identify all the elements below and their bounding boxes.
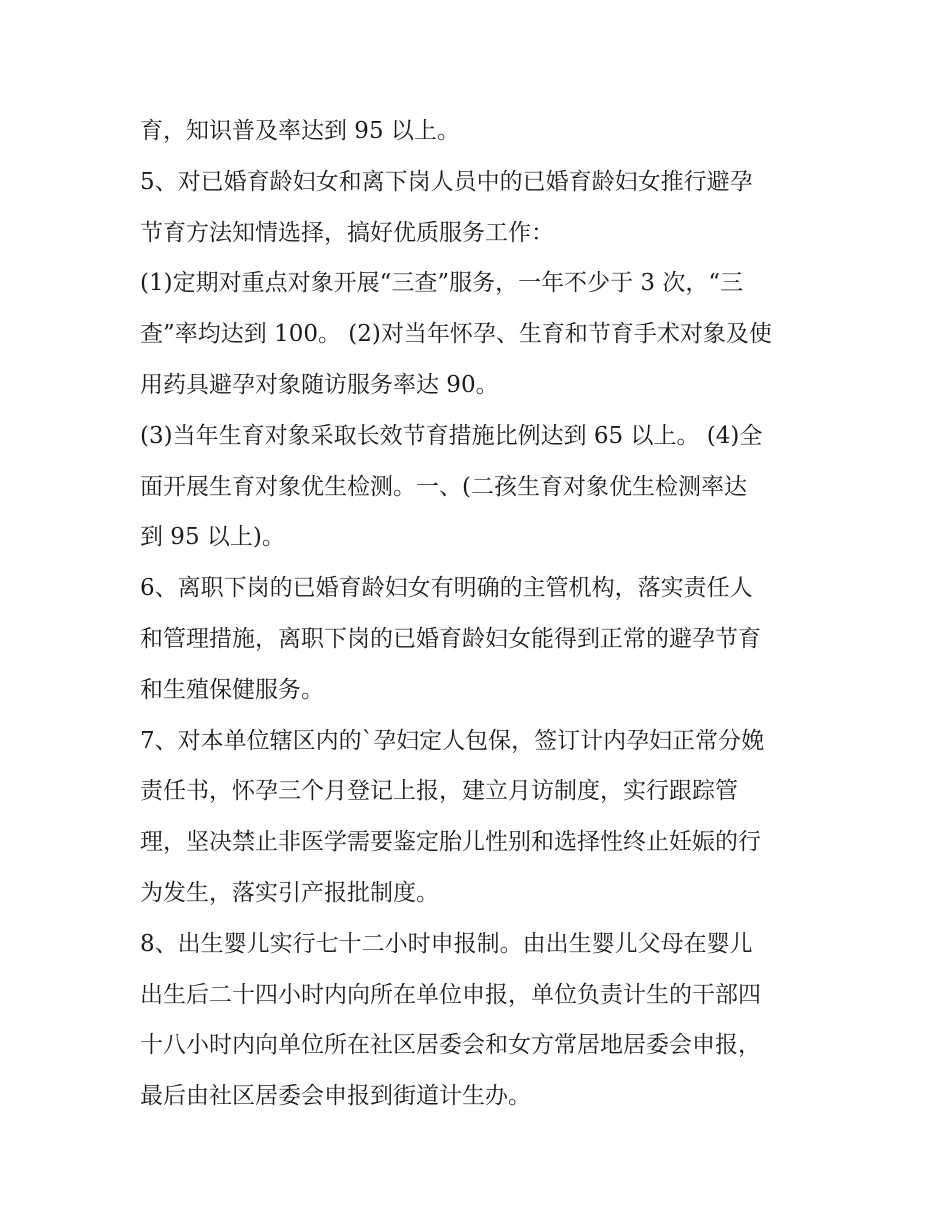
text-line: 5、对已婚育龄妇女和离下岗人员中的已婚育龄妇女推行避孕 bbox=[140, 168, 753, 195]
text-line: 7、对本单位辖区内的`孕妇定人包保，签订计内孕妇正常分娩 bbox=[140, 727, 765, 754]
text-line: 最后由社区居委会申报到街道计生办。 bbox=[140, 1083, 531, 1110]
text-line: 责任书，怀孕三个月登记上报，建立月访制度，实行跟踪管 bbox=[140, 778, 738, 805]
text-line: 6、离职下岗的已婚育龄妇女有明确的主管机构，落实责任人 bbox=[140, 575, 753, 602]
text-line: (3)当年生育对象采取长效节育措施比例达到 65 以上。 (4)全 bbox=[140, 422, 763, 449]
text-line: 面开展生育对象优生检测。一、(二孩生育对象优生检测率达 bbox=[140, 473, 747, 500]
text-line: 查”率均达到 100。 (2)对当年怀孕、生育和节育手术对象及使 bbox=[140, 321, 772, 348]
body-text bbox=[140, 106, 830, 1122]
text-line: 理，坚决禁止非医学需要鉴定胎儿性别和选择性终止妊娠的行 bbox=[140, 829, 761, 856]
text-line: 用药具避孕对象随访服务率达 90。 bbox=[140, 371, 499, 398]
text-line: 到 95 以上)。 bbox=[140, 524, 285, 551]
text-line: 和管理措施，离职下岗的已婚育龄妇女能得到正常的避孕节育 bbox=[140, 625, 761, 652]
text-line: 为发生，落实引产报批制度。 bbox=[140, 879, 439, 906]
text-line: 育，知识普及率达到 95 以上。 bbox=[140, 118, 460, 144]
text-line: 和生殖保健服务。 bbox=[140, 676, 324, 703]
text-line: 出生后二十四小时内向所在单位申报，单位负责计生的干部四 bbox=[140, 981, 761, 1008]
text-line: 十八小时内向单位所在社区居委会和女方常居地居委会申报， bbox=[140, 1032, 761, 1059]
text-line: 8、出生婴儿实行七十二小时申报制。由出生婴儿父母在婴儿 bbox=[140, 930, 753, 957]
text-line: 节育方法知情选择，搞好优质服务工作： bbox=[140, 219, 554, 246]
text-line: (1)定期对重点对象开展“三查”服务，一年不少于 3 次，“三 bbox=[140, 270, 744, 297]
